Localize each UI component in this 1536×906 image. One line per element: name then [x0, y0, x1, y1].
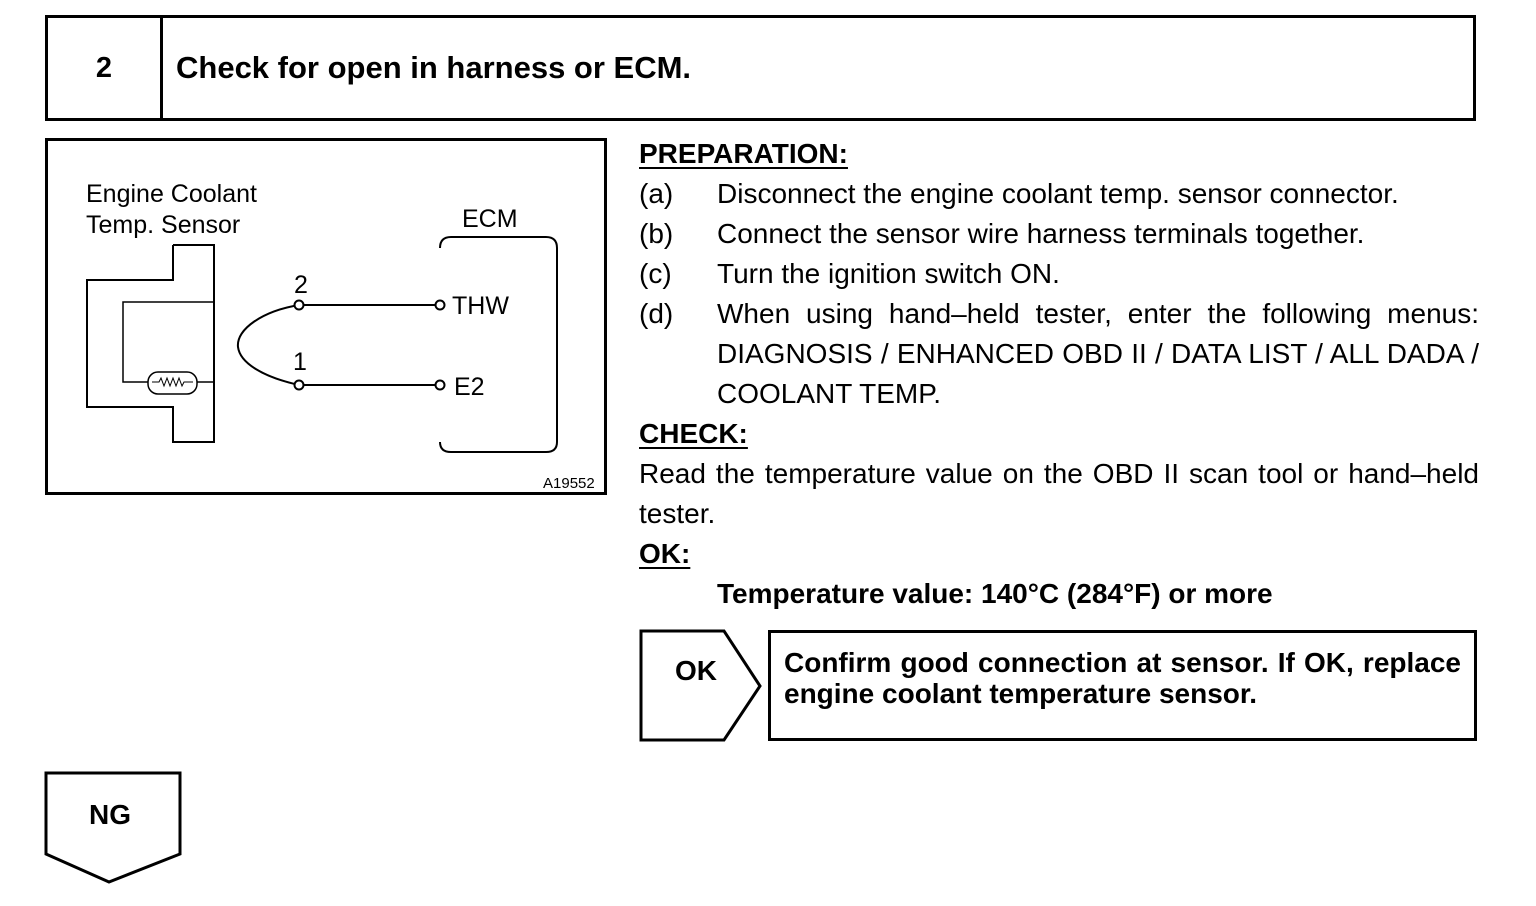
sensor-label-line1: Engine Coolant [86, 180, 257, 208]
ecm-body [440, 237, 557, 452]
check-text: Read the temperature value on the OBD II scan tool or hand–held tester. [639, 458, 1479, 529]
step-text: Disconnect the engine coolant temp. sensor connector. [717, 178, 1399, 209]
check-heading: CHECK: [639, 418, 748, 449]
preparation-step-a [639, 174, 1479, 214]
figure-code: A19552 [543, 475, 595, 492]
preparation-heading: PREPARATION: [639, 138, 848, 169]
ng-result-label: NG [89, 799, 131, 830]
ok-result-box: Confirm good connection at sensor. If OK, replace engine coolant temperature sensor. [768, 630, 1477, 741]
step-text: Turn the ignition switch ON. [717, 258, 1060, 289]
sensor-body [87, 245, 214, 442]
ecm-label: ECM [462, 205, 518, 233]
step-letter: (c) [639, 258, 672, 289]
terminal-pin-2 [295, 301, 304, 310]
terminal-e2-label: E2 [454, 373, 485, 401]
ng-result-arrow [44, 771, 182, 885]
ok-heading: OK: [639, 538, 691, 569]
preparation-step-d [639, 294, 1479, 414]
ok-result-label: OK [675, 655, 717, 686]
step-header [45, 15, 1476, 121]
sensor-label-line2: Temp. Sensor [86, 211, 241, 239]
procedure-section [639, 134, 1479, 614]
terminal-thw-label: THW [452, 292, 509, 320]
terminal-pin-1 [295, 381, 304, 390]
step-letter: (d) [639, 298, 674, 329]
terminal-thw [436, 301, 445, 310]
ok-value: Temperature value: 140°C (284°F) or more [717, 578, 1273, 609]
preparation-step-c [639, 254, 1479, 294]
wiring-diagram [45, 138, 607, 495]
wiring-diagram-svg [48, 141, 604, 492]
pin-2-label: 2 [294, 271, 308, 299]
step-letter: (b) [639, 218, 674, 249]
step-number: 2 [48, 18, 163, 118]
step-title: Check for open in harness or ECM. [176, 50, 692, 85]
jumper-wire [238, 305, 299, 385]
ok-result-arrow [639, 629, 765, 743]
step-letter: (a) [639, 178, 674, 209]
pin-1-label: 1 [293, 348, 307, 376]
preparation-step-b [639, 214, 1479, 254]
terminal-e2 [436, 381, 445, 390]
sensor-inner-circuit [123, 302, 214, 382]
step-text: When using hand–held tester, enter the following menus: DIAGNOSIS / ENHANCED OBD II / DATA LIST / ALL DADA / COOLANT TEMP. [717, 298, 1479, 409]
thermistor-symbol [148, 372, 197, 394]
step-text: Connect the sensor wire harness terminals together. [717, 218, 1365, 249]
